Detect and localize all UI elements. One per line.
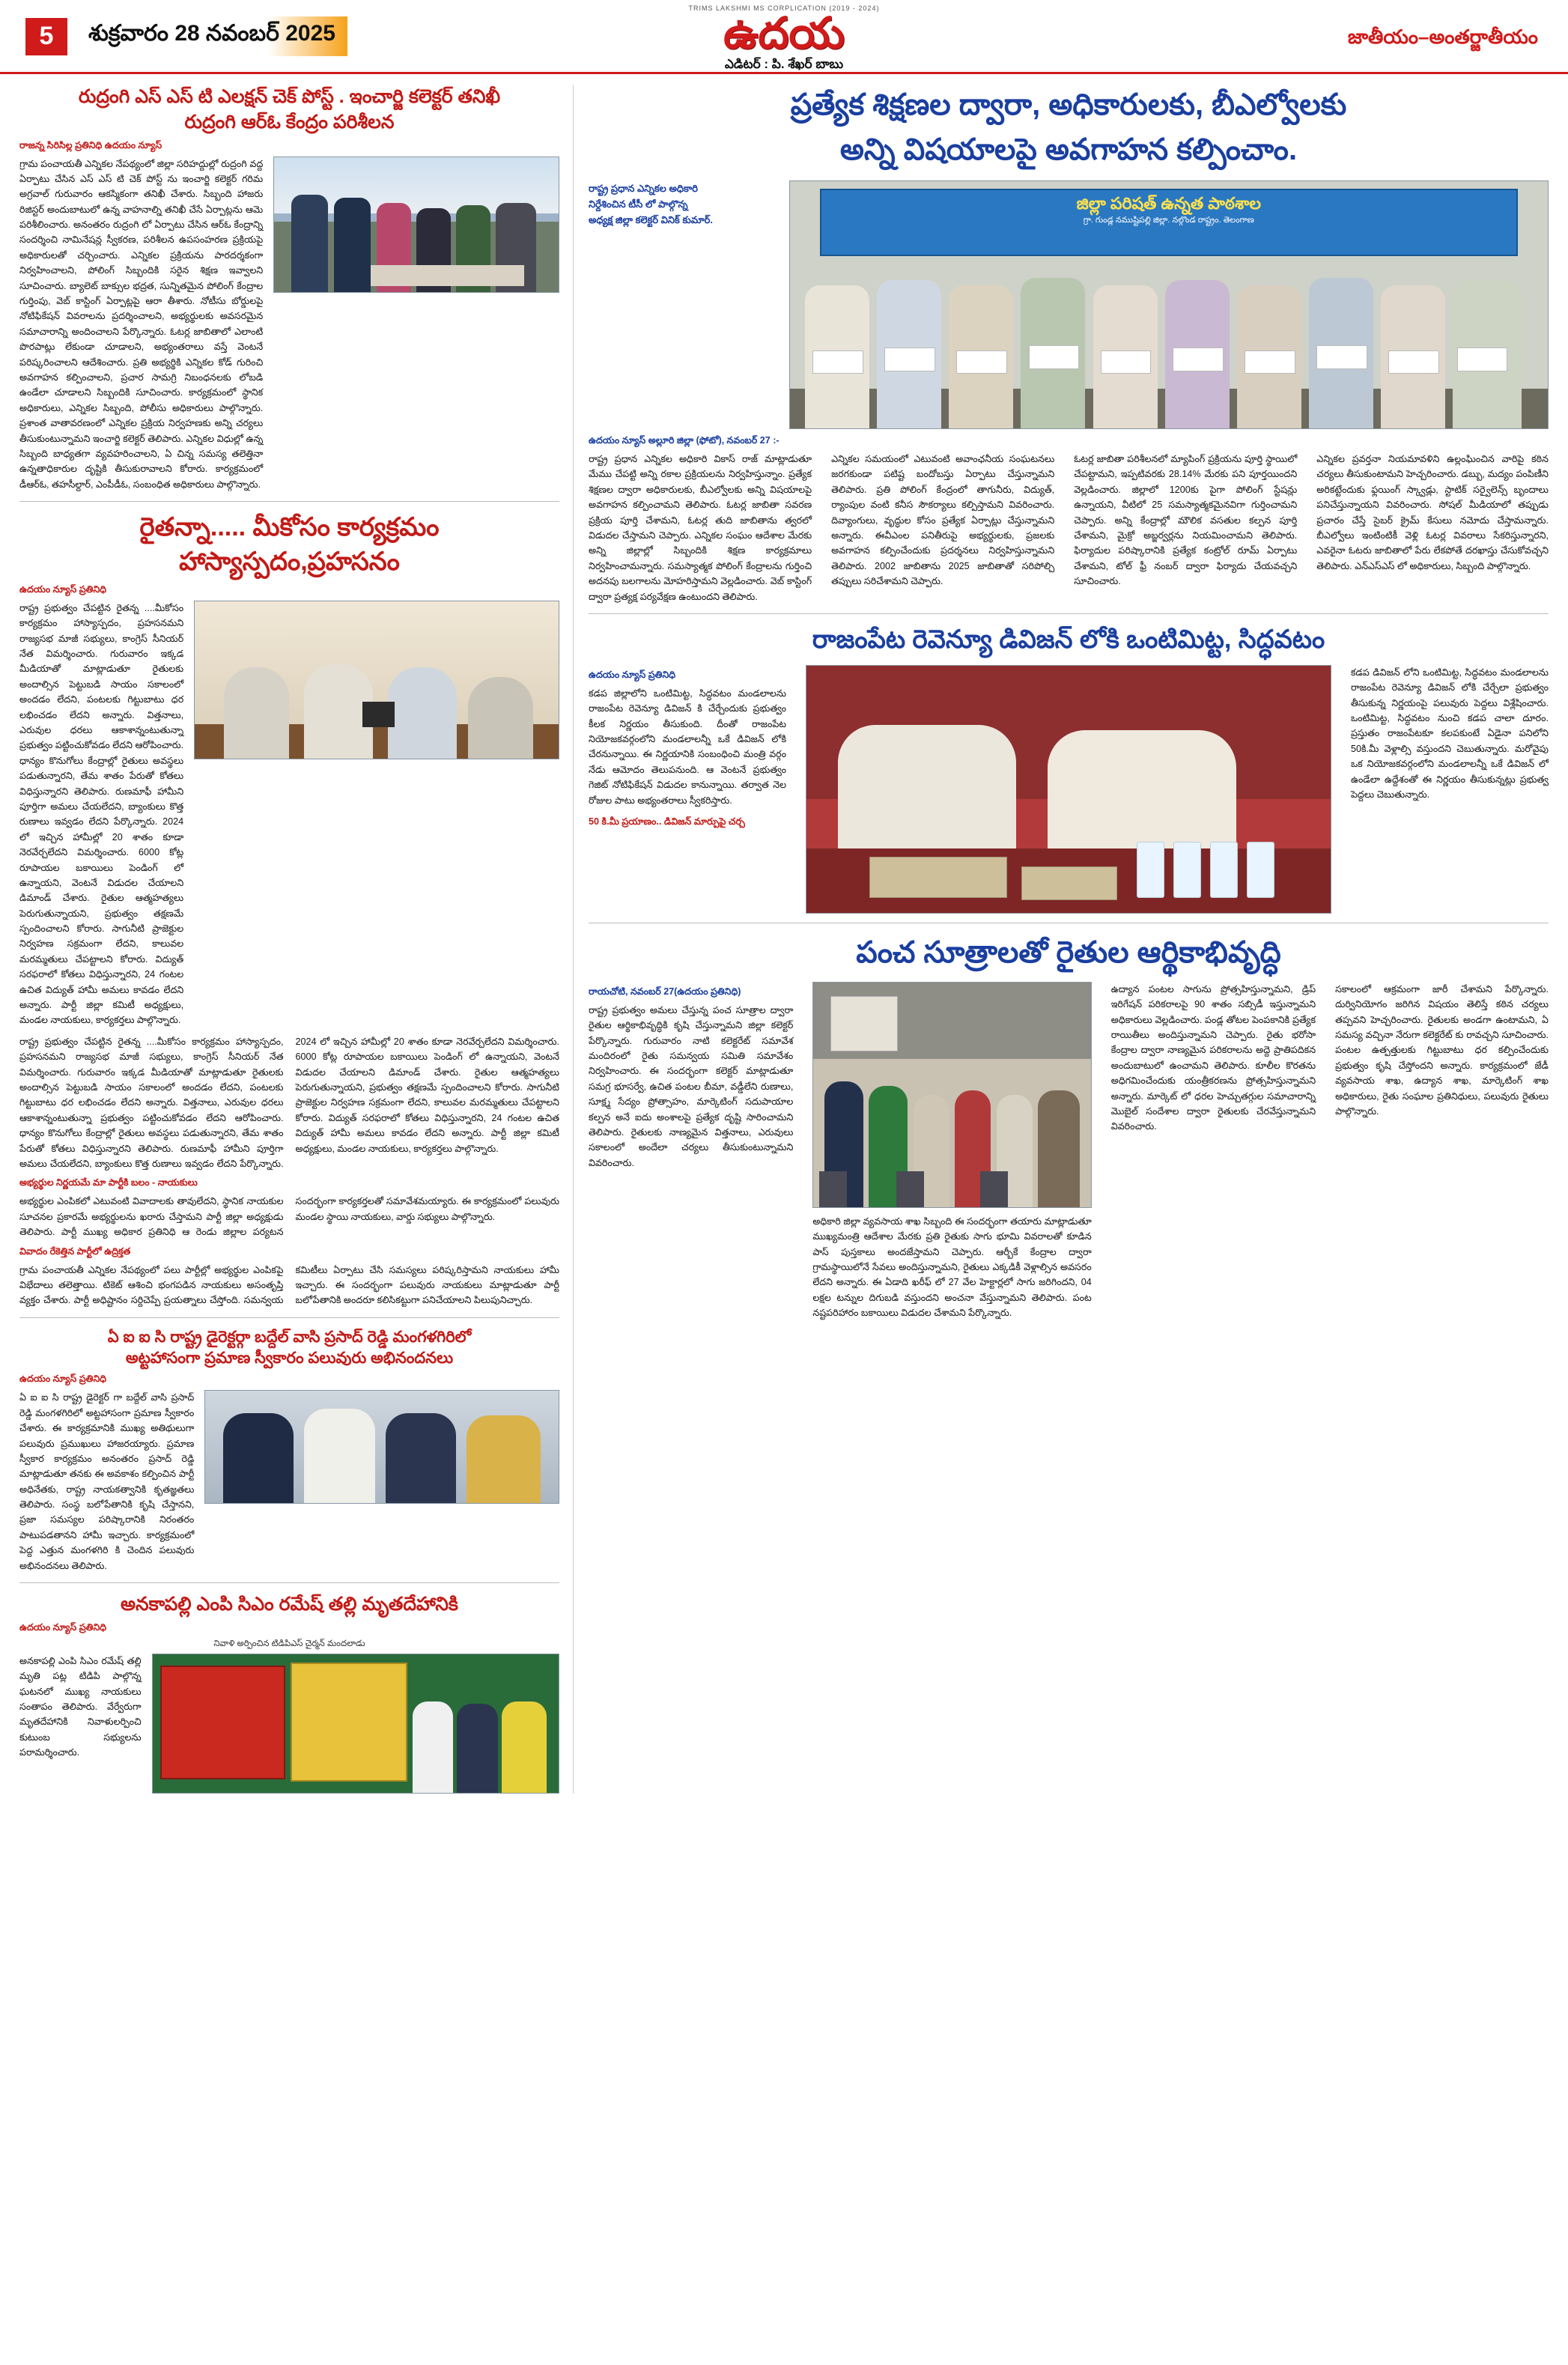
headline-line-1: ఏ ఐ ఐ సి రాష్ట్ర డైరెక్టర్గా బద్దేల్ వాసి ప్రసాద్ రెడ్డి మంగళగిరిలో xyxy=(107,1328,472,1346)
lead-photo-caption-2: నిర్దేశించిన టీసీ లో పాల్గొన్న xyxy=(589,198,688,210)
lead-body-col-1: రాష్ట్ర ప్రధాన ఎన్నికల అధికారి వికాస్ రాజ్ మాట్లాడుతూ మేము చేపట్టి అన్ని రకాల ప్రక్రియలను నిర్వహిస్తున్నాం. ప్రత్యేక శిక్షణల ద్వారా అధికారులకు, బీఎల్వోలకు అన్ని విషయాలపై అవగాహన కల్పించామని తెలిపారు. ఓటర్ల జాబితా సవరణ ప్రక్రియ పూర్తి చేశామని, ఓటర్ల తుది జాబితాను త్వరలో విడుదల చేస్తామని చెప్పారు. ఎన్నికల సంఘం ఆదేశాల మేరకు అన్ని జిల్లాల్లో సిబ్బందికి శిక్షణ కార్యక్రమాలు నిర్వహించామన్నారు. సమస్యాత్మక పోలింగ్ కేంద్రాలను గుర్తించి అదనపు బలగాలను మోహరిస్తామని వెల్లడించారు. వెబ్ కాస్టింగ్ ద్వారా ప్రత్యక్ష పర్యవేక్షణ ఉంటుందని తెలిపారు. xyxy=(589,454,812,602)
article-raithanna-sub2 xyxy=(19,1246,559,1308)
masthead-tagline: జాతీయం–అంతర్జాతీయం xyxy=(1347,25,1538,48)
byline: ఉదయం న్యూస్ ప్రతినిధి xyxy=(19,1621,107,1633)
lead-photo-caption-1: రాష్ట్ర ప్రధాన ఎన్నికల అధికారి xyxy=(589,183,698,194)
headline-line-2: అట్టహాసంగా ప్రమాణ స్వీకారం పలువురు అభినందనలు xyxy=(125,1350,454,1367)
lead-headline-line-2: అన్ని విషయాలపై అవగాహన కల్పించాం. xyxy=(839,133,1298,166)
byline: రాజన్న సిరిసిల్ల ప్రతినిధి ఉదయం న్యూస్ xyxy=(19,139,162,151)
lead-photo-school xyxy=(789,180,1549,429)
panchasutra-headline: పంచ సూత్రాలతో రైతుల ఆర్థికాభివృద్ధి xyxy=(856,935,1281,969)
rajampet-body-right: కడప డివిజన్ లోని ఒంటిమిట్ట, సిద్ధవటం మండలాలను రాజంపేట రెవెన్యూ డివిజన్ లోకి చేర్చేలా ప్రభుత్వం తీసుకున్న నిర్ణయంపై పలువురు పెద్దలు విశ్లేషించారు. ఒంటిమిట్ట, సిద్ధవటం నుంచి కడప చాలా దూరం. ప్రస్తుతం రాజంపేటకూ కలపకుంటే ఏడైనా పనిలోని 50కి.మీ వెళ్లాల్సి వస్తుందని చెబుతున్నారు. మరోవైపు ఒక నియోజకవర్గంలోని మండలాలన్నీ ఒకే డివిజన్ లో ఉండేలా ఉద్దేశంతో ఈ నిర్ణయం తీసుకున్నట్లు ప్రభుత్వ పెద్దలు చెబుతున్నారు. xyxy=(1350,667,1549,800)
subarticle-body: గ్రామ పంచాయతీ ఎన్నికల నేపథ్యంలో పలు పార్టీల్లో అభ్యర్థుల ఎంపికపై విభేదాలు తలెత్తాయి. టికెట్ ఆశించి భంగపడిన నాయకులు అసంతృప్తి వ్యక్తం చేశారు. పార్టీ అధిష్టానం సర్దిచెప్పే ప్రయత్నాలు చేస్తోంది. సమన్వయ కమిటీలు ఏర్పాటు చేసి సమస్యలు పరిష్కరిస్తామని నాయకులు హామీ ఇచ్చారు. ఈ సందర్భంగా పలువురు నాయకులు మాట్లాడుతూ పార్టీ బలోపేతానికి అందరూ కలిసికట్టుగా పనిచేయాలని పిలుపునిచ్చారు. xyxy=(19,1264,559,1306)
article-body: గ్రామ పంచాయతీ ఎన్నికల నేపథ్యంలో జిల్లా సరిహద్దుల్లో రుద్రంగి వద్ద ఏర్పాటు చేసిన ఎస్ ఎస్ టి చెక్ పోస్ట్ ను ఇంచార్జి కలెక్టర్ గరిమ అగ్రవాల్ గురువారం ఆకస్మికంగా తనిఖీ చేశారు. సిబ్బంది హాజరు రిజిస్టర్ అందుబాటులో ఉన్న వాహనాల్ని తనిఖీ చేసే ఏర్పాట్లను ఆమె పరిశీలించారు. అనంతరం రుద్రంగి లో ఏర్పాటు చేసిన ఆర్ఓ కేంద్రాన్ని సందర్శించి నామినేషన్ల స్వీకరణ, పరిశీలన ఉపసంహరణ ప్రక్రియపై అధికారులతో చర్చించారు. ఎన్నికల ప్రక్రియను పారదర్శకంగా నిర్వహించాలని, పోలింగ్ సిబ్బందికి సరైన శిక్షణ ఇవ్వాలని సూచించారు. బ్యాలెట్ బాక్సుల భద్రత, సున్నితమైన పోలింగ్ కేంద్రాల గుర్తింపు, వెబ్ కాస్టింగ్ ఏర్పాట్లపై ఆరా తీశారు. నోటీసు బోర్డులపై నోటిఫికేషన్ వివరాలను ప్రదర్శించాలని, అభ్యర్థులకు అవసరమైన సమాచారాన్ని అందించాలని పేర్కొన్నారు. ఓటర్ల జాబితాలో ఎలాంటి పొరపాట్లు లేకుండా చూడాలని, అభ్యంతరాలు వస్తే వెంటనే పరిష్కరించాలని ఆదేశించారు. ప్రతి అభ్యర్థికి ఎన్నికల కోడ్ గురించి అవగాహన కల్పించాలని, ప్రచార సామగ్రి నిబంధనలకు లోబడి ఉండేలా చూడాలని సిబ్బందికి సూచించారు. కార్యక్రమంలో స్థానిక అధికారులు, ఎన్నికల సిబ్బంది, పోలీసు అధికారులు పాల్గొన్నారు. ప్రశాంత వాతావరణంలో ఎన్నికల ప్రక్రియ నిర్వహణకు అన్ని చర్యలు తీసుకుంటున్నామని ఇంచార్జి కలెక్టర్ తెలిపారు. ఎన్నికల విధుల్లో ఉన్న సిబ్బంది బాధ్యతగా వ్యవహరించాలని, ఏ చిన్న సమస్య తలెత్తినా ఉన్నతాధికారుల దృష్టికి తీసుకురావాలని కోరారు. కార్యక్రమంలో డీఆర్ఓ, తహసీల్దార్, ఎంపీడీఓ, సంబంధిత అధికారులు పాల్గొన్నారు. xyxy=(19,158,264,490)
subhead: వివాదం రేకెత్తిన పార్టీలో ఉద్రిక్తత xyxy=(19,1245,131,1257)
panchasutra-photo-meeting xyxy=(812,982,1091,1208)
article-body-flow: రాష్ట్ర ప్రభుత్వం చేపట్టిన రైతన్న ....మీకోసం కార్యక్రమం హాస్యాస్పదం, ప్రహసనమని రాజ్యసభ మాజీ సభ్యులు, కాంగ్రెస్ సీనియర్ నేత విమర్శించారు. గురువారం ఇక్కడ మీడియాతో మాట్లాడుతూ రైతులకు అందాల్సిన పెట్టుబడి సాయం సకాలంలో అందడం లేదని, పంటలకు గిట్టుబాటు ధర లభించడం లేదని అన్నారు. విత్తనాలు, ఎరువుల ధరలు ఆకాశాన్నంటుతున్నా ప్రభుత్వం పట్టించుకోవడం లేదని ఆరోపించారు. ధాన్యం కొనుగోలు కేంద్రాల్లో రైతులు అవస్థలు పడుతున్నారని, తేమ శాతం పేరుతో కోతలు విధిస్తున్నారని తెలిపారు. రుణమాఫీ హామీని పూర్తిగా అమలు చేయలేదని, బ్యాంకులు కొత్త రుణాలు ఇవ్వడం లేదని పేర్కొన్నారు. 2024 లో ఇచ్చిన హామీల్లో 20 శాతం కూడా నెరవేర్చలేదని విమర్శించారు. 6000 కోట్ల రూపాయల బకాయిలు పెండింగ్ లో ఉన్నాయని, వెంటనే విడుదల చేయాలని డిమాండ్ చేశారు. రైతుల ఆత్మహత్యలు పెరుగుతున్నాయని, ప్రభుత్వం తక్షణమే స్పందించాలని కోరారు. సాగునీటి ప్రాజెక్టుల నిర్వహణ సక్రమంగా లేదని, కాలువల మరమ్మతులు చేపట్టాలని కోరారు. విద్యుత్ సరఫరాలో కోతలు విధిస్తున్నారని, 24 గంటల ఉచిత విద్యుత్ హామీ అమలు కావడం లేదని అన్నారు. పార్టీ జిల్లా కమిటీ అధ్యక్షులు, మండల నాయకులు, కార్యకర్తలు పాల్గొన్నారు. xyxy=(19,1036,559,1169)
article-raithanna xyxy=(19,511,559,1171)
headline-line-2: రుద్రంగి ఆర్ఓ కేంద్రం పరిశీలన xyxy=(184,111,395,133)
issue-date: శుక్రవారం 28 నవంబర్ 2025 xyxy=(81,16,347,56)
byline: ఉదయం న్యూస్ ప్రతినిధి xyxy=(19,583,107,595)
article-photo-pressmeet xyxy=(194,601,559,759)
byline: రాయచోటి, నవంబర్ 27(ఉదయం ప్రతినిధి) xyxy=(589,986,741,997)
byline: ఉదయం న్యూస్ ప్రతినిధి xyxy=(19,1373,107,1385)
subarticle-body: అభ్యర్థుల ఎంపికలో ఎటువంటి వివాదాలకు తావులేదని, స్థానిక నాయకుల సూచనల ప్రకారమే అభ్యర్థులను ఖరారు చేస్తామని పార్టీ జిల్లా అధ్యక్షుడు తెలిపారు. పార్టీ ముఖ్య అధికార ప్రతినిధి ఆ రెండు జిల్లాల పర్యటన సందర్భంగా కార్యకర్తలతో సమావేశమయ్యారు. ఈ కార్యక్రమంలో పలువురు మండల స్థాయి నాయకులు, వార్డు సభ్యులు పాల్గొన్నారు. xyxy=(19,1196,559,1238)
page-content xyxy=(0,74,1568,1801)
panchasutra-body-col-4: సకాలంలో ఆక్రమంగా జారీ చేశామని పేర్కొన్నారు. దుర్వినియోగం జరిగిన విషయం తెలిస్తే కఠిన చర్యలు తప్పవని హెచ్చరించారు. రైతులకు అండగా ఉంటామని, ఏ సమస్య వచ్చినా నేరుగా కలెక్టరేట్ కు రావచ్చని సూచించారు. పంటల ఉత్పత్తులకు గిట్టుబాటు ధర కల్పించేందుకు ప్రభుత్వం కృషి చేస్తోందని అన్నారు. కార్యక్రమంలో జేడీ వ్యవసాయ శాఖ, ఉద్యాన శాఖ, మార్కెటింగ్ శాఖ అధికారులు, రైతు సంఘాల ప్రతినిధులు, పలువురు రైతులు పాల్గొన్నారు. xyxy=(1335,983,1549,1117)
page-number: 5 xyxy=(25,18,67,55)
photo-caption: నివాళి అర్పించిన టిడిపిఎస్ చైర్మన్ మందలాడు xyxy=(213,1639,365,1648)
publication-logo xyxy=(689,4,880,75)
headline-line-2: హాస్యాస్పదం,ప్రహసనం xyxy=(179,547,400,576)
headline: అనకాపల్లి ఎంపి సిఎం రమేష్ తల్లి మృతదేహానికి xyxy=(121,1594,458,1615)
article-rudrangi xyxy=(19,85,559,492)
masthead xyxy=(0,0,1568,74)
rajampet-photo-seizure xyxy=(806,665,1331,914)
masthead-left xyxy=(25,16,347,56)
left-column xyxy=(19,85,574,1794)
lead-byline: ఉదయం న్యూస్ అల్లూరి జిల్లా (ఫోటో), నవంబర్ 27 :- xyxy=(589,435,780,446)
right-column xyxy=(574,85,1549,1794)
lead-body-col-2: ఎన్నికల సమయంలో ఎటువంటి అవాంఛనీయ సంఘటనలు జరగకుండా పటిష్ట బందోబస్తు ఏర్పాటు చేస్తున్నామని తెలిపారు. ప్రతి పోలింగ్ కేంద్రంలో తాగునీరు, విద్యుత్, ర్యాంపుల వంటి కనీస సౌకర్యాలు కల్పిస్తామని వివరించారు. దివ్యాంగులు, వృద్ధుల కోసం ప్రత్యేక ఏర్పాట్లు చేస్తున్నామని అన్నారు. ఈవీఎంల పనితీరుపై అభ్యర్థులకు, ప్రజలకు అవగాహన కల్పించేందుకు ప్రదర్శనలు నిర్వహిస్తున్నామని తెలిపారు. 2002 జాబితాను 2025 జాబితాతో సరిపోల్చి తప్పులు సరిచేశామని చెప్పారు. xyxy=(831,454,1055,587)
article-anakapalli xyxy=(19,1592,559,1794)
rajampet-body-left: కడప జిల్లాలోని ఒంటిమిట్ట, సిద్ధవటం మండలాలను రాజంపేట రెవెన్యూ డివిజన్ కి చేర్చేందుకు ప్రభుత్వం కీలక నిర్ణయం తీసుకుంది. దీంతో రాజంపేట నియోజకవర్గంలోని మండలాలన్నీ ఒకే డివిజన్ లోకి చేరనున్నాయి. ఈ నిర్ణయానికి సంబంధించి మంత్రి వర్గం నేడు ఆమోదం తెలుపనుంది. ఆ వెంటనే ప్రభుత్వం గెజిట్ నోటిఫికేషన్ విడుదల కానున్నాయి. తర్వాత నెల రోజుల పాటు అభ్యంతరాలు స్వీకరిస్తారు. xyxy=(589,687,787,806)
byline: ఉదయం న్యూస్ ప్రతినిధి xyxy=(589,669,676,680)
headline-line-1: రుద్రంగి ఎస్ ఎస్ టి ఎలక్షన్ చెక్ పోస్ట్ . ఇంచార్జి కలెక్టర్ తనిఖీ xyxy=(78,86,501,107)
rajampet-highlight: 50 కి.మీ ప్రయాణం.. డివిజన్ మార్పుపై చర్చ xyxy=(589,816,745,827)
brand-editor: ఎడిటర్ : పి. శేఖర్ బాబు xyxy=(724,57,844,71)
article-body: ఏ ఐ ఐ సి రాష్ట్ర డైరెక్టర్ గా బద్దేల్ వాసి ప్రసాద్ రెడ్డి మంగళగిరిలో అట్టహాసంగా ప్రమాణ స్వీకారం చేశారు. ఈ కార్యక్రమానికి ముఖ్య అతిథులుగా పలువురు ప్రముఖులు హాజరయ్యారు. ప్రమాణ స్వీకార కార్యక్రమం అనంతరం ప్రసాద్ రెడ్డి మాట్లాడుతూ తనకు ఈ అవకాశం కల్పించిన పార్టీ అధినేతకు, రాష్ట్ర నాయకత్వానికి కృతజ్ఞతలు తెలిపారు. సంస్థ బలోపేతానికి కృషి చేస్తానని, ప్రజా సమస్యల పరిష్కారానికి నిరంతరం పాటుపడతానని హామీ ఇచ్చారు. కార్యక్రమంలో పెద్ద ఎత్తున మంగళగిరి కి చెందిన పలువురు అభినందనలు తెలిపారు. xyxy=(19,1392,195,1571)
article-rajampet xyxy=(589,623,1549,914)
headline-line-1: రైతన్నా..... మీకోసం కార్యక్రమం xyxy=(139,513,440,542)
article-body: అనకాపల్లి ఎంపి సిఎం రమేష్ తల్లి మృతి పట్ల టిడిపి పాల్గొన్న ఘటనలో ముఖ్య నాయకులు సంతాపం తెలిపారు. వేర్వేరుగా మృతదేహానికి నివాళులర్పించి కుటుంబ సభ్యులను పరామర్శించారు. xyxy=(19,1655,142,1758)
article-photo-oath xyxy=(204,1390,559,1504)
article-photo-checkpost xyxy=(273,157,559,293)
lead-headline-line-1: ప్రత్యేక శిక్షణల ద్వారా, అధికారులకు, బీఎల్వోలకు xyxy=(790,88,1347,121)
article-photo-bus xyxy=(152,1654,559,1794)
panchasutra-body-col-2: అధికారి జిల్లా వ్యవసాయ శాఖ సిబ్బంది ఈ సందర్భంగా తయారు మాట్లాడుతూ ముఖ్యమంత్రి ఆదేశాల మేరకు ప్రతి రైతుకు సాగు భూమి వివరాలతో కూడిన పాస్ పుస్తకాలు అందజేస్తామని చెప్పారు. ఆర్బీకే కేంద్రాల ద్వారా గ్రామస్థాయిలోనే సేవలు అందిస్తున్నామని, రైతులు ఎక్కడికీ వెళ్లాల్సిన అవసరం లేదని అన్నారు. ఈ ఏడాది ఖరీఫ్ లో 27 వేల హెక్టార్లలో సాగు జరిగిందని, 04 లక్షల టన్నుల దిగుబడి వస్తుందని అంచనా వేస్తున్నామని తెలిపారు. పంట నష్టపరిహారం బకాయిలు విడుదల చేశామని పేర్కొన్నారు. xyxy=(812,1215,1092,1319)
lead-photo-caption-3: అధ్యక్ష జిల్లా కలెక్టర్ వినిక్ కుమార్. xyxy=(589,214,713,226)
rajampet-headline: రాజంపేట రెవెన్యూ డివిజన్ లోకి ఒంటిమిట్ట, సిద్ధవటం xyxy=(812,625,1325,654)
school-board-text: జిల్లా పరిషత్ ఉన్నత పాఠశాల xyxy=(1076,193,1261,213)
brand-name: ఉదయ xyxy=(723,9,845,58)
article-raithanna-sub1 xyxy=(19,1177,559,1239)
panchasutra-body-col-3: ఉద్యాన పంటల సాగును ప్రోత్సహిస్తున్నామని, డ్రిప్ ఇరిగేషన్ పరికరాలపై 90 శాతం సబ్సిడీ ఇస్తున్నామని అధికారులు వెల్లడించారు. పండ్ల తోటల పెంపకానికి ప్రత్యేక రాయితీలు అందిస్తున్నామని చెప్పారు. రైతు భరోసా కేంద్రాల ద్వారా నాణ్యమైన పరికరాలను అద్దె ప్రాతిపదికన అందుబాటులో ఉంచామని తెలిపారు. కూలీల కొరతను అధిగమించేందుకు యంత్రీకరణను ప్రోత్సహిస్తున్నామని అన్నారు. మార్కెట్ లో ధరల హెచ్చుతగ్గుల సమాచారాన్ని మొబైల్ సందేశాల ద్వారా రైతులకు చేరవేస్తున్నామని వివరించారు. xyxy=(1110,983,1316,1132)
article-aiic xyxy=(19,1327,559,1573)
article-body-part1: రాష్ట్ర ప్రభుత్వం చేపట్టిన రైతన్న ....మీకోసం కార్యక్రమం హాస్యాస్పదం, ప్రహసనమని రాజ్యసభ మాజీ సభ్యులు, కాంగ్రెస్ సీనియర్ నేత విమర్శించారు. గురువారం ఇక్కడ మీడియాతో మాట్లాడుతూ రైతులకు అందాల్సిన పెట్టుబడి సాయం సకాలంలో అందడం లేదని, పంటలకు గిట్టుబాటు ధర లభించడం లేదని అన్నారు. విత్తనాలు, ఎరువుల ధరలు ఆకాశాన్నంటుతున్నా ప్రభుత్వం పట్టించుకోవడం లేదని ఆరోపించారు. ధాన్యం కొనుగోలు కేంద్రాల్లో రైతులు అవస్థలు పడుతున్నారని, తేమ శాతం పేరుతో కోతలు విధిస్తున్నారని తెలిపారు. రుణమాఫీ హామీని పూర్తిగా అమలు చేయలేదని, బ్యాంకులు కొత్త రుణాలు ఇవ్వడం లేదని పేర్కొన్నారు. 2024 లో ఇచ్చిన హామీల్లో 20 శాతం కూడా నెరవేర్చలేదని విమర్శించారు. 6000 కోట్ల రూపాయల బకాయిలు పెండింగ్ లో ఉన్నాయని, వెంటనే విడుదల చేయాలని డిమాండ్ చేశారు. రైతుల ఆత్మహత్యలు పెరుగుతున్నాయని, ప్రభుత్వం తక్షణమే స్పందించాలని కోరారు. సాగునీటి ప్రాజెక్టుల నిర్వహణ సక్రమంగా లేదని, కాలువల మరమ్మతులు చేపట్టాలని కోరారు. విద్యుత్ సరఫరాలో కోతలు విధిస్తున్నారని, 24 గంటల ఉచిత విద్యుత్ హామీ అమలు కావడం లేదని అన్నారు. పార్టీ జిల్లా కమిటీ అధ్యక్షులు, మండల నాయకులు, కార్యకర్తలు పాల్గొన్నారు. xyxy=(19,602,184,1026)
panchasutra-body-col-1: రాష్ట్ర ప్రభుత్వం అమలు చేస్తున్న పంచ సూత్రాల ద్వారా రైతుల ఆర్థికాభివృద్ధికి కృషి చేస్తున్నామని జిల్లా కలెక్టర్ పేర్కొన్నారు. గురువారం నాటి కలెక్టరేట్ సమావేశ మందిరంలో రైతు సమన్వయ సమితి సమావేశం నిర్వహించారు. ఈ సందర్భంగా కలెక్టర్ మాట్లాడుతూ సమగ్ర భూసర్వే, ఉచిత పంటల బీమా, వడ్డీలేని రుణాలు, సూక్ష్మ సేద్యం ప్రోత్సాహం, మార్కెటింగ్ సదుపాయాల కల్పన అనే ఐదు అంశాలపై ప్రత్యేక దృష్టి సారించామని తెలిపారు. రైతులకు నాణ్యమైన విత్తనాలు, ఎరువులు సకాలంలో అందేలా చర్యలు తీసుకుంటున్నామని వివరించారు. xyxy=(589,1004,794,1168)
lead-body-col-3: ఓటర్ల జాబితా పరిశీలనలో మ్యాపింగ్ ప్రక్రియను పూర్తి స్థాయిలో చేపట్టామని, ఇప్పటివరకు 28.14% మేరకు పని పూర్తయిందని వెల్లడించారు. జిల్లాలో 1200కు పైగా పోలింగ్ స్టేషన్లు ఉన్నాయని, వీటిలో 25 సమస్యాత్మకమైనవిగా గుర్తించామని చెప్పారు. అన్ని కేంద్రాల్లో మౌలిక వసతుల కల్పన పూర్తి చేశామని, మైక్రో అబ్జర్వర్లను నియమించామని తెలిపారు. ఫిర్యాదుల పరిష్కారానికి ప్రత్యేక కంట్రోల్ రూమ్ ఏర్పాటు చేశామని, టోల్ ఫ్రీ నంబర్ ద్వారా ఫిర్యాదు చేయవచ్చని సూచించారు. xyxy=(1074,454,1298,587)
lead-body-col-4: ఎన్నికల ప్రవర్తనా నియమావళిని ఉల్లంఘించిన వారిపై కఠిన చర్యలు తీసుకుంటామని హెచ్చరించారు. డబ్బు, మద్యం పంపిణీని అరికట్టేందుకు ఫ్లయింగ్ స్క్వాడ్లు, స్టాటిక్ సర్వైలెన్స్ బృందాలు పనిచేస్తున్నాయని వివరించారు. సోషల్ మీడియాలో తప్పుడు ప్రచారం చేస్తే సైబర్ క్రైమ్ కేసులు నమోదు చేస్తామన్నారు. బీఎల్వోలు ఇంటింటికీ వెళ్లి ఓటర్ల వివరాలు సేకరిస్తున్నారని, ఎవరైనా ఓటరు జాబితాలో పేరు లేకపోతే దరఖాస్తు చేసుకోవచ్చని తెలిపారు. ఎన్ఎస్ఎస్ లో అధికారులు, సిబ్బంది పాల్గొన్నారు. xyxy=(1316,454,1549,571)
school-board-sub: గ్రా. గుండ్ల నముష్టిపల్లి జిల్లా. నల్గొండ రాష్ట్రం. తెలంగాణ xyxy=(1083,216,1254,225)
logo-top-note: TRIMS LAKSHMI MS CORPLICATION (2019 - 2024) xyxy=(688,4,880,12)
subhead: అభ్యర్థుల నిర్ణయమే మా పార్టీకి బలం - నాయకులు xyxy=(19,1177,198,1188)
lead-story xyxy=(589,85,1549,604)
article-panchasutra xyxy=(589,932,1549,1321)
